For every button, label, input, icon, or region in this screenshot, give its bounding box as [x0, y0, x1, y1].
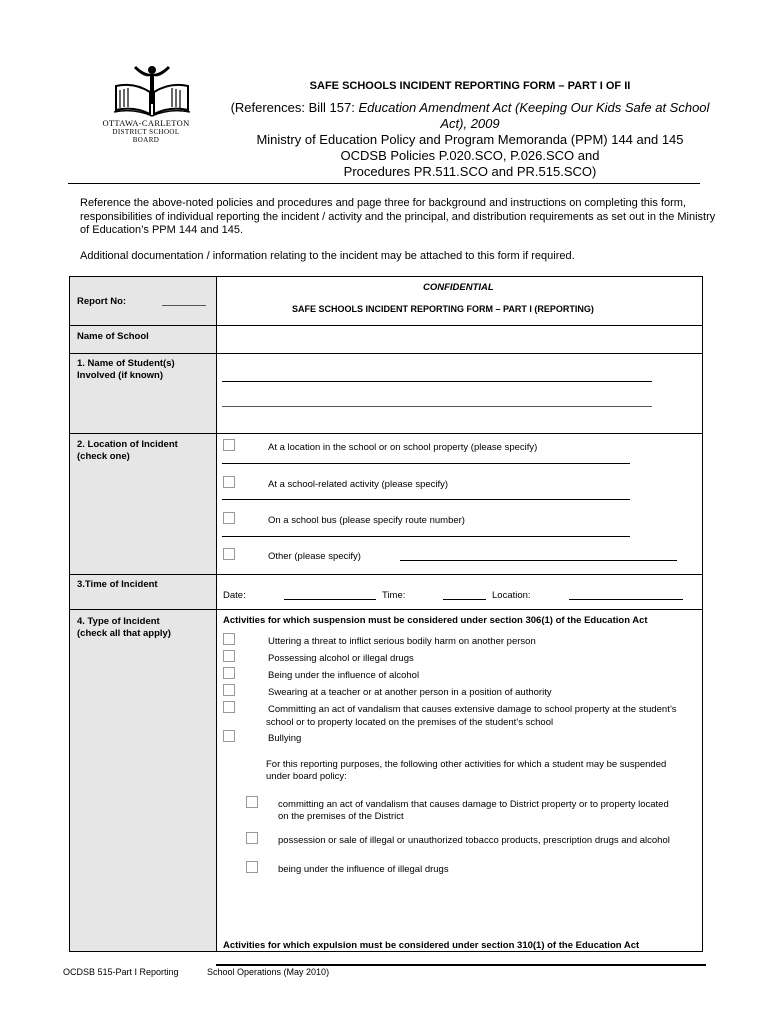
location-option: On a school bus (please specify route number) [268, 515, 465, 526]
board-incident-item: being under the influence of illegal drugs [278, 864, 449, 875]
school-field[interactable] [218, 326, 700, 353]
report-no-field[interactable] [162, 305, 206, 306]
section-title: SAFE SCHOOLS INCIDENT REPORTING FORM – PART I (REPORTING) [292, 304, 594, 314]
location-specify-field[interactable] [222, 463, 630, 464]
students-label [77, 358, 175, 381]
board-incident-item: committing an act of vandalism that causes damage to District property or to property located [278, 799, 669, 810]
school-label: Name of School [77, 331, 149, 342]
location-specify-field[interactable] [222, 536, 630, 537]
board-policy-intro: For this reporting purposes, the following other activities for which a student may be suspended [266, 759, 667, 770]
incident-item: Swearing at a teacher or at another person in a position of authority [268, 687, 552, 698]
incident-checkbox[interactable] [223, 650, 235, 662]
row-divider [70, 574, 702, 575]
location-option: Other (please specify) [268, 551, 361, 562]
location-checkbox[interactable] [223, 512, 235, 524]
incident-checkbox[interactable] [223, 730, 235, 742]
date-field[interactable] [284, 599, 376, 600]
student-name-field-2[interactable] [222, 406, 652, 407]
incident-item: Being under the influence of alcohol [268, 670, 420, 681]
header-divider [68, 183, 700, 184]
board-incident-checkbox[interactable] [246, 796, 258, 808]
incident-checkbox[interactable] [223, 667, 235, 679]
students-label-l2: Involved (if known) [77, 369, 164, 381]
time-field[interactable] [443, 599, 486, 600]
location-field-label: Location: [492, 590, 531, 601]
students-label-l1: 1. Name of Student(s) [77, 358, 175, 369]
footer-form-id: OCDSB 515-Part I Reporting [63, 967, 179, 977]
incident-checkbox[interactable] [223, 633, 235, 645]
board-incident-item: possession or sale of illegal or unauthorized tobacco products, prescription drugs and alcohol [278, 835, 670, 846]
time-label: 3.Time of Incident [77, 579, 158, 590]
row-divider [70, 433, 702, 434]
footer-department: School Operations (May 2010) [207, 967, 330, 977]
references-block [230, 100, 710, 180]
logo-subtitle: DISTRICT SCHOOL BOARD [112, 128, 180, 144]
report-no-label: Report No: [77, 296, 127, 307]
board-incident-item-cont: on the premises of the District [278, 811, 404, 822]
incident-item: Committing an act of vandalism that causes extensive damage to school property at the student’s [268, 704, 677, 715]
suspension-heading: Activities for which suspension must be considered under section 306(1) of the Education Act [223, 615, 648, 626]
ref-policies: OCDSB Policies P.020.SCO, P.026.SCO and [340, 148, 600, 163]
student-name-field-1[interactable] [222, 381, 652, 382]
incident-item: Uttering a threat to inflict serious bodily harm on another person [268, 636, 536, 647]
row-divider [70, 609, 702, 610]
ref-prefix: (References: Bill 157: [230, 100, 359, 115]
board-policy-intro-cont: under board policy: [266, 771, 347, 782]
other-specify-field[interactable] [400, 560, 677, 561]
location-label-l1: 2. Location of Incident [77, 439, 178, 450]
type-label [77, 616, 171, 639]
ref-act-name: Education Amendment Act (Keeping Our Kids Safe at School Act), 2009 [358, 100, 710, 131]
location-option: At a location in the school or on school property (please specify) [268, 442, 538, 453]
board-incident-checkbox[interactable] [246, 861, 258, 873]
board-incident-checkbox[interactable] [246, 832, 258, 844]
incident-checkbox[interactable] [223, 701, 235, 713]
additional-docs-note: Additional documentation / information relating to the incident may be attached to this form if required. [80, 250, 575, 262]
incident-item: Bullying [268, 733, 302, 744]
footer-divider [216, 964, 706, 966]
form-title: SAFE SCHOOLS INCIDENT REPORTING FORM – PART I OF II [309, 80, 631, 92]
location-label [77, 439, 178, 462]
location-specify-field[interactable] [222, 499, 630, 500]
location-checkbox[interactable] [223, 476, 235, 488]
date-label: Date: [223, 590, 246, 601]
expulsion-heading: Activities for which expulsion must be considered under section 310(1) of the Education Act [223, 940, 640, 951]
type-label-l2: (check all that apply) [77, 627, 171, 639]
ref-procedures: Procedures PR.511.SCO and PR.515.SCO) [343, 164, 597, 179]
location-option: At a school-related activity (please specify) [268, 479, 449, 490]
location-checkbox[interactable] [223, 439, 235, 451]
location-field[interactable] [569, 599, 683, 600]
incident-checkbox[interactable] [223, 684, 235, 696]
type-label-l1: 4. Type of Incident [77, 616, 160, 627]
logo-wordmark: OTTAWA-CARLETON [102, 118, 190, 128]
confidential-label: CONFIDENTIAL [423, 282, 494, 293]
ref-ppm: Ministry of Education Policy and Program Memoranda (PPM) 144 and 145 [256, 132, 684, 147]
incident-item: Possessing alcohol or illegal drugs [268, 653, 414, 664]
row-divider [70, 353, 702, 354]
incident-item-cont: school or to property located on the premises of the student’s school [266, 717, 554, 728]
location-checkbox[interactable] [223, 548, 235, 560]
time-field-label: Time: [382, 590, 406, 601]
location-label-l2: (check one) [77, 450, 130, 462]
intro-paragraph: Reference the above-noted policies and procedures and page three for background and instructions on completing this form, responsibilities of individual reporting the incident / activity and the principal, and distribution requirements as set out in the Ministry of Education’s PPM 144 and 145. [80, 197, 716, 236]
